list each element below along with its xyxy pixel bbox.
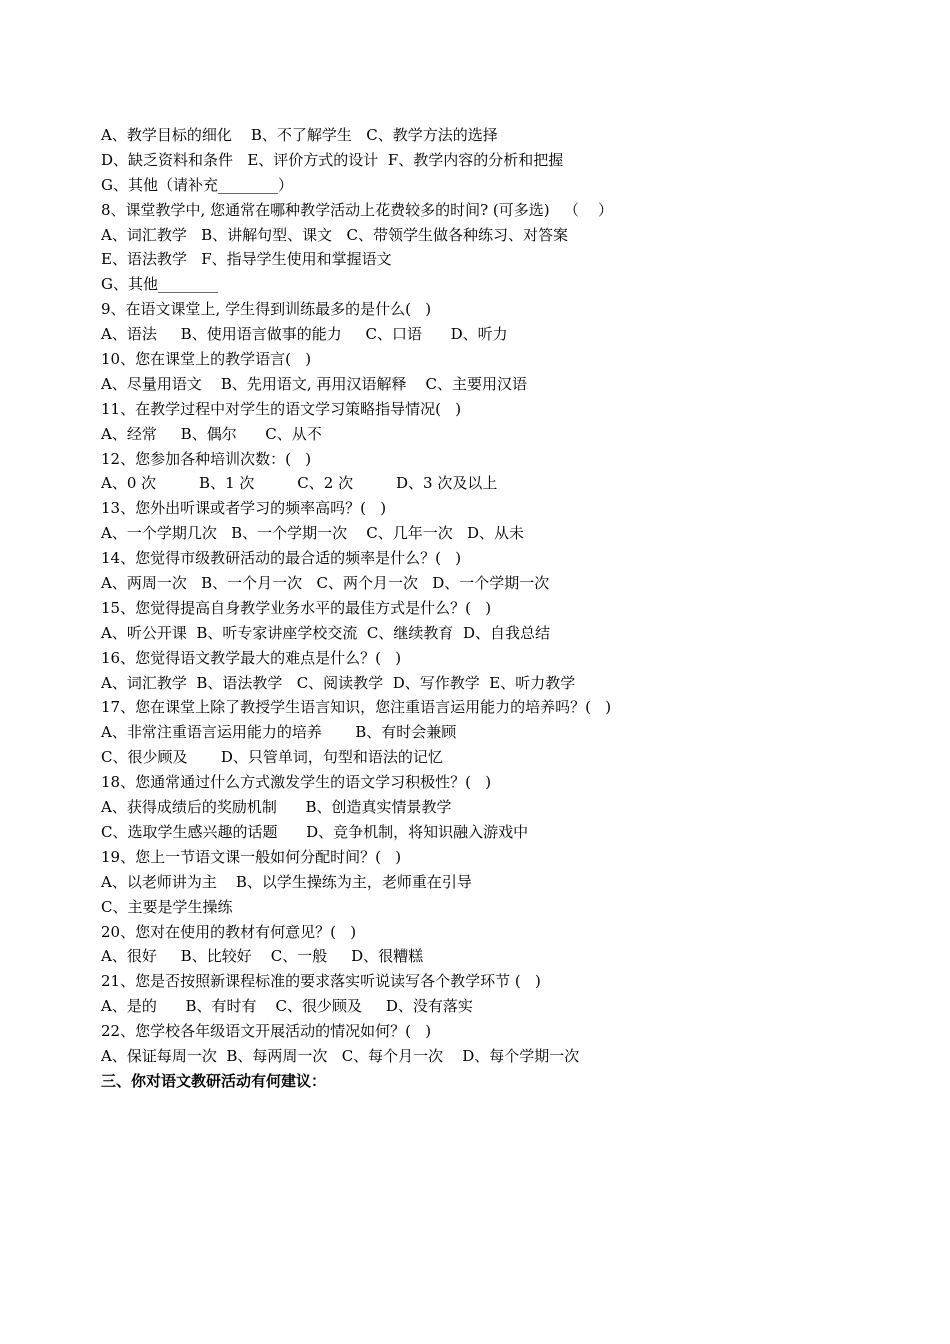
- option-line: A、一个学期几次 B、一个学期一次 C、几年一次 D、从未: [101, 524, 525, 543]
- option-line: C、选取学生感兴趣的话题 D、竞争机制，将知识融入游戏中: [101, 822, 529, 841]
- option-line: G、其他________: [101, 275, 218, 294]
- option-line: A、保证每周一次 B、每两周一次 C、每个月一次 D、每个学期一次: [101, 1046, 580, 1065]
- option-line: G、其他（请补充________）: [101, 175, 293, 194]
- question-line: 20、您对在使用的教材有何意见？( ): [101, 922, 357, 941]
- question-line: 12、您参加各种培训次数：( ): [101, 449, 312, 468]
- question-line: 19、您上一节语文课一般如何分配时间？( ): [101, 847, 402, 866]
- question-line: 16、您觉得语文教学最大的难点是什么？( ): [101, 648, 402, 667]
- option-line: A、听公开课 B、听专家讲座学校交流 C、继续教育 D、自我总结: [101, 623, 550, 642]
- option-line: A、两周一次 B、一个月一次 C、两个月一次 D、一个学期一次: [101, 574, 550, 593]
- question-line: 17、您在课堂上除了教授学生语言知识，您注重语言运用能力的培养吗？( ): [101, 698, 612, 717]
- option-line: A、词汇教学 B、语法教学 C、阅读教学 D、写作教学 E、听力教学: [101, 673, 576, 692]
- question-line: 9、在语文课堂上, 学生得到训练最多的是什么( ): [101, 300, 432, 319]
- option-line: A、非常注重语言运用能力的培养 B、有时会兼顾: [101, 723, 457, 742]
- section-heading: 三、你对语文教研活动有何建议：: [101, 1071, 327, 1090]
- option-line: A、获得成绩后的奖励机制 B、创造真实情景教学: [101, 798, 452, 817]
- question-line: 10、您在课堂上的教学语言( ): [101, 350, 312, 369]
- question-line: 8、课堂教学中, 您通常在哪种教学活动上花费较多的时间? (可多选) （ ）: [101, 200, 613, 219]
- option-line: A、教学目标的细化 B、不了解学生 C、教学方法的选择: [101, 126, 498, 144]
- option-line: A、语法 B、使用语言做事的能力 C、口语 D、听力: [101, 325, 508, 344]
- option-line: C、很少顾及 D、只管单词，句型和语法的记忆: [101, 748, 443, 767]
- question-line: 21、您是否按照新课程标准的要求落实听说读写各个教学环节 ( ): [101, 972, 541, 991]
- option-line: A、是的 B、有时有 C、很少顾及 D、没有落实: [101, 997, 473, 1016]
- option-line: A、经常 B、偶尔 C、从不: [101, 424, 322, 443]
- option-line: E、语法教学 F、指导学生使用和掌握语文: [101, 250, 392, 269]
- option-line: C、主要是学生操练: [101, 897, 233, 916]
- option-line: A、词汇教学 B、讲解句型、课文 C、带领学生做各种练习、对答案: [101, 225, 568, 244]
- questionnaire-page: [101, 123, 901, 1094]
- option-line: A、很好 B、比较好 C、一般 D、很糟糕: [101, 947, 424, 966]
- question-line: 15、您觉得提高自身教学业务水平的最佳方式是什么？( ): [101, 598, 492, 617]
- option-line: A、0 次 B、1 次 C、2 次 D、3 次及以上: [101, 474, 498, 493]
- question-line: 14、您觉得市级教研活动的最合适的频率是什么？( ): [101, 549, 462, 568]
- question-line: 22、您学校各年级语文开展活动的情况如何？( ): [101, 1022, 432, 1041]
- question-line: 18、您通常通过什么方式激发学生的语文学习积极性？( ): [101, 773, 492, 792]
- question-line: 13、您外出听课或者学习的频率高吗？( ): [101, 499, 387, 518]
- question-line: 11、在教学过程中对学生的语文学习策略指导情况( ): [101, 399, 462, 418]
- option-line: D、缺乏资料和条件 E、评价方式的设计 F、教学内容的分析和把握: [101, 150, 564, 169]
- option-line: A、以老师讲为主 B、以学生操练为主，老师重在引导: [101, 872, 472, 891]
- option-line: A、尽量用语文 B、先用语文, 再用汉语解释 C、主要用汉语: [101, 374, 528, 393]
